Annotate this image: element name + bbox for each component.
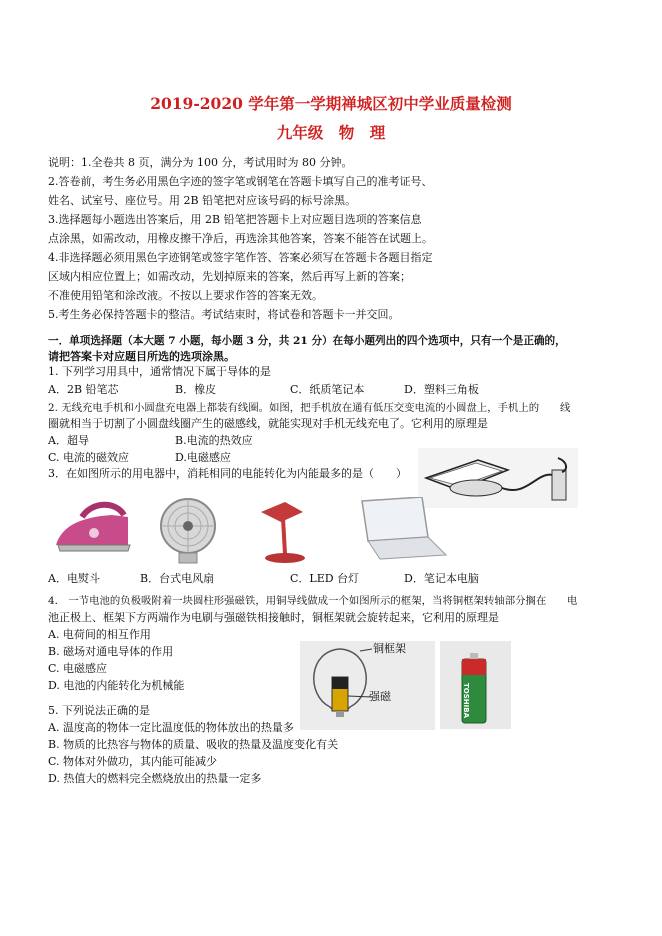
led-desk-lamp-image <box>255 498 310 564</box>
q5-option-d: D. 热值大的燃料完全燃烧放出的热量一定多 <box>48 772 262 785</box>
q2-option-d: D.电磁感应 <box>175 451 231 464</box>
instruction-line: 说明：1.全卷共 8 页，满分为 100 分，考试用时为 80 分钟。 <box>48 156 353 169</box>
question-1-stem: 1. 下列学习用具中，通常情况下属于导体的是 <box>48 365 271 378</box>
instruction-line: 点涂黑，如需改动，用橡皮擦干净后，再选涂其他答案，答案不能答在试题上。 <box>48 232 433 245</box>
instruction-line: 区域内相应位置上；如需改动，先划掉原来的答案，然后再写上新的答案； <box>48 270 411 283</box>
page-subtitle: 九年级 物 理 <box>276 123 386 142</box>
question-5-stem: 5. 下列说法正确的是 <box>48 704 150 717</box>
q5-option-b: B. 物质的比热容与物体的质量、吸收的热量及温度变化有关 <box>48 738 339 751</box>
electric-iron-image <box>52 495 134 555</box>
q4-option-c: C. 电磁感应 <box>48 662 108 675</box>
q2-option-a: A．超导 <box>48 434 89 447</box>
q1-option-b: B．橡皮 <box>175 383 217 396</box>
q2-option-b: B.电流的热效应 <box>175 434 253 447</box>
q3-option-d: D．笔记本电脑 <box>404 572 479 585</box>
instruction-line: 不准使用铅笔和涂改液。不按以上要求作答的答案无效。 <box>48 289 323 302</box>
instruction-line: 姓名、试室号、座位号。用 2B 铅笔把对应该号码的标号涂黑。 <box>48 194 357 207</box>
label-strong-magnet: 强磁 <box>369 690 391 703</box>
q1-option-c: C．纸质笔记本 <box>290 383 365 396</box>
instruction-line: 5.考生务必保持答题卡的整洁。考试结束时，将试卷和答题卡一并交回。 <box>48 308 400 321</box>
copper-frame-image <box>300 641 435 730</box>
battery-brand-label: TOSHIBA <box>462 683 470 718</box>
q5-option-a: A. 温度高的物体一定比温度低的物体放出的热量多 <box>48 721 294 734</box>
section-heading: 一．单项选择题（本大题 7 小题，每小题 3 分，共 21 分）在每小题列出的四个选项中，只有一个是正确的， <box>48 335 566 347</box>
battery-image <box>440 641 511 729</box>
q4-option-d: D. 电池的内能转化为机械能 <box>48 679 185 692</box>
desk-fan-image <box>155 496 221 566</box>
q3-option-a: A．电熨斗 <box>48 572 100 585</box>
section-heading-cont: 请把答案卡对应题目所选的选项涂黑。 <box>48 350 235 363</box>
q2-option-c: C. 电流的磁效应 <box>48 451 130 464</box>
question-2-stem-cont: 圈就相当于切割了小圆盘线圈产生的磁感线，就能实现对手机无线充电了。它利用的原理是 <box>48 417 488 430</box>
instruction-line: 4.非选择题必须用黑色字迹钢笔或签字笔作答、答案必须写在答题卡各题目指定 <box>48 251 433 264</box>
q3-option-c: C．LED 台灯 <box>290 572 360 585</box>
q3-option-b: B．台式电风扇 <box>140 572 215 585</box>
instruction-line: 3.选择题每小题选出答案后，用 2B 铅笔把答题卡上对应题目选项的答案信息 <box>48 213 422 226</box>
q1-option-a: A．2B 铅笔芯 <box>48 383 119 396</box>
q4-option-b: B. 磁场对通电导体的作用 <box>48 645 174 658</box>
question-4-stem-cont: 池正极上、框架下方两端作为电刷与强磁铁相接触时，铜框架就会旋转起来，它利用的原理是 <box>48 611 499 624</box>
page-title: 2019-2020 学年第一学期禅城区初中学业质量检测 <box>150 94 512 113</box>
q5-option-c: C. 物体对外做功，其内能可能减少 <box>48 755 218 768</box>
q4-option-a: A. 电荷间的相互作用 <box>48 628 151 641</box>
label-copper-frame: 铜框架 <box>373 642 406 655</box>
question-4-stem: 4． 一节电池的负极吸附着一块圆柱形强磁铁，用铜导线做成一个如图所示的框架，当将铜框架转轴部分搁在 电 <box>48 595 578 607</box>
instruction-line: 2.答卷前，考生务必用黑色字迹的签字笔或钢笔在答题卡填写自己的准考证号、 <box>48 175 433 188</box>
question-3-stem: 3．在如图所示的用电器中，消耗相同的电能转化为内能最多的是（ ） <box>48 467 407 480</box>
laptop-image <box>352 497 448 561</box>
q1-option-d: D．塑料三角板 <box>404 383 479 396</box>
question-2-stem: 2. 无线充电手机和小圆盘充电器上都装有线圈。如图，把手机放在通有低压交变电流的小圆盘上，手机上的 线 <box>48 402 571 414</box>
